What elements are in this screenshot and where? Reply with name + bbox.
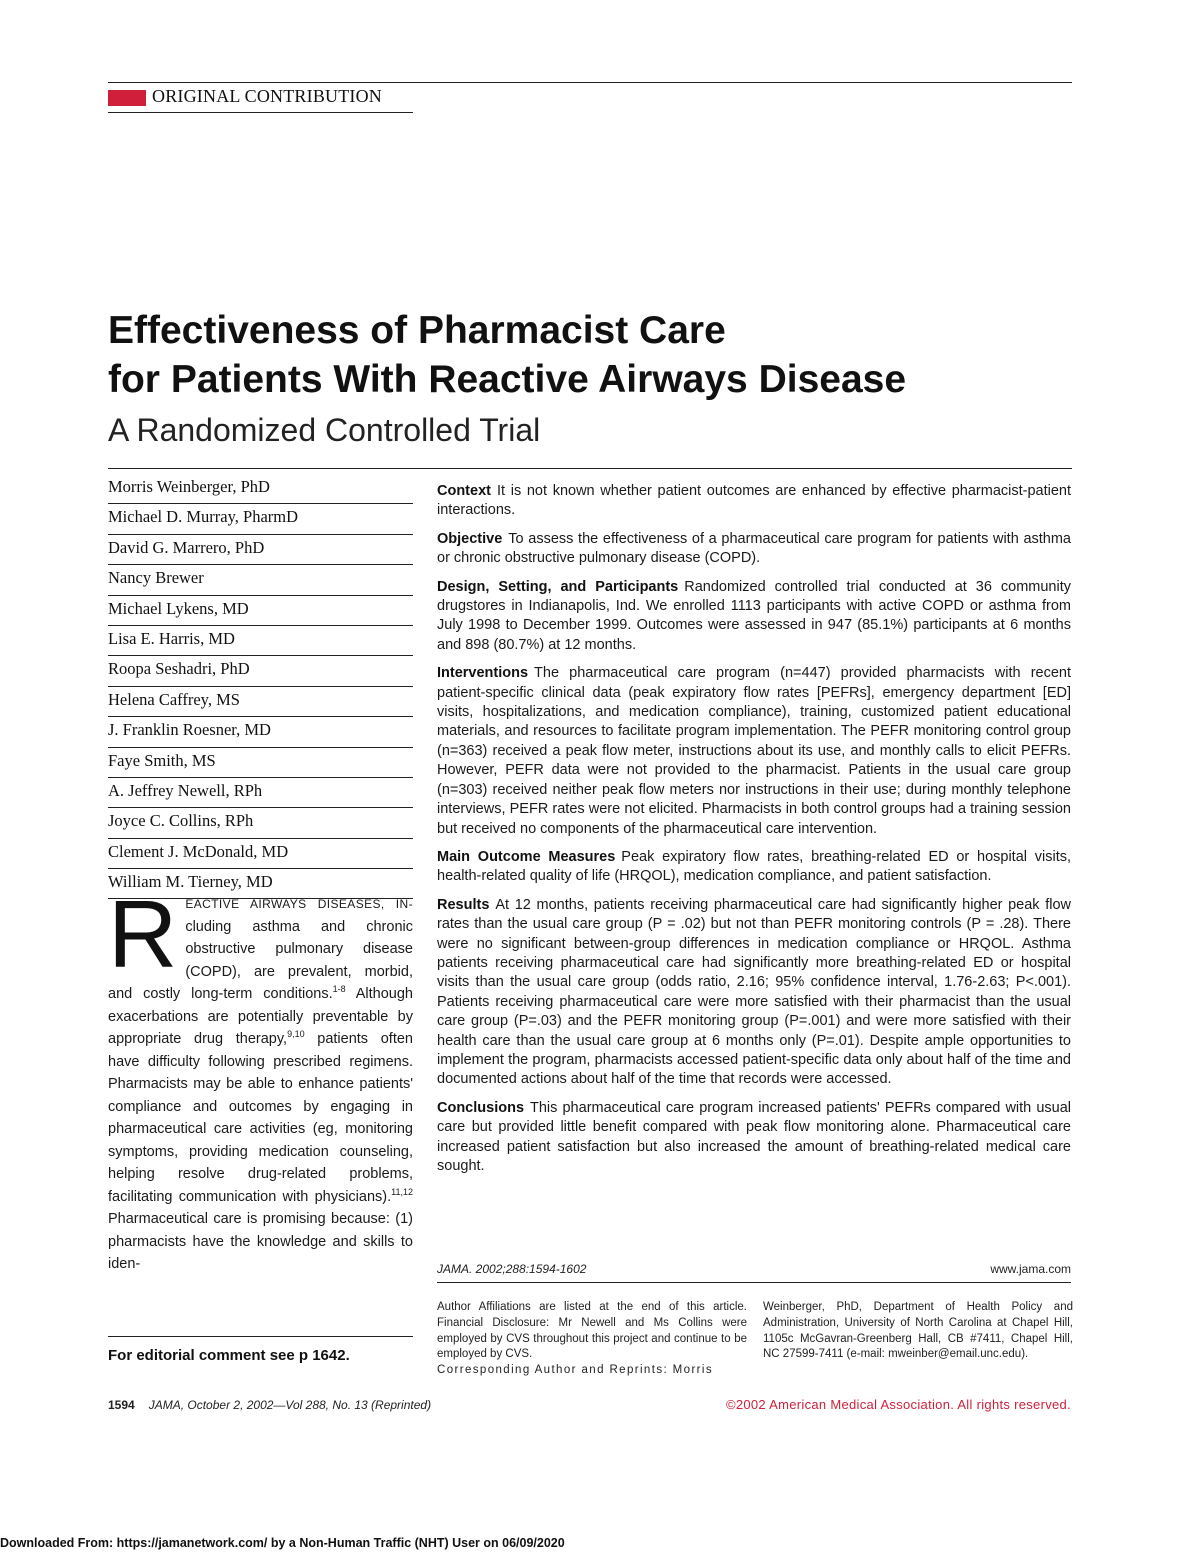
author-item: A. Jeffrey Newell, RPh <box>108 778 413 808</box>
editorial-note: For editorial comment see p 1642. <box>108 1347 350 1364</box>
abstract-heading: Design, Setting, and Participants <box>437 578 679 595</box>
abstract-text: To assess the effectiveness of a pharmaceutical care program for patients with asthma or chronic obstructive pulmonary disease (COPD). <box>437 530 1071 567</box>
editorial-rule <box>108 1336 413 1337</box>
affiliations-right: Weinberger, PhD, Department of Health Policy and Administration, University of North Carolina at Chapel Hill, 1105c McGavran-Greenberg Hall, CB #7411, Chapel Hill, NC 27599-7411 (e-mail: mweinber@email.unc.edu). <box>763 1301 1073 1361</box>
drop-cap: R <box>108 881 178 988</box>
author-item: Michael D. Murray, PharmD <box>108 504 413 534</box>
abstract <box>437 482 1071 1185</box>
author-item: Nancy Brewer <box>108 565 413 595</box>
abstract-context <box>437 482 1071 521</box>
intro-lead: EACTIVE AIRWAYS DISEASES, IN- <box>185 897 413 911</box>
abstract-heading: Interventions <box>437 665 529 682</box>
article-subtitle: A Randomized Controlled Trial <box>108 412 541 448</box>
citation-ref: JAMA. 2002;288:1594-1602 <box>437 1262 587 1276</box>
top-rule <box>108 82 1072 83</box>
author-item: Lisa E. Harris, MD <box>108 626 413 656</box>
citation-rule <box>437 1282 1071 1283</box>
intro-text: patients often have difficulty following prescribed regimens. Pharmacists may be able to enhance patients' compliance and outcomes by engaging in pharmaceutical care activities (eg, monitoring symptoms, providing medication counseling, helping resolve drug-related problems, facilitating communication with physicians). <box>108 1031 413 1205</box>
section-label: ORIGINAL CONTRIBUTION <box>152 86 383 106</box>
title-line-1: Effectiveness of Pharmacist Care <box>108 309 726 352</box>
abstract-text: The pharmaceutical care program (n=447) provided pharmacists with recent patient-specific clinical data (peak expiratory flow rates [PEFRs], emergency department [ED] visits, hospitalizations, and medication compliance), training, customized patient educational materials, and resources to facilitate program implementation. The PEFR monitoring control group (n=363) received a peak flow meter, instructions about its use, and monthly calls to elicit PEFRs. However, PEFR data were not provided to the pharmacist. Patients in the usual care group (n=303) received neither peak flow meters nor instructions in their use; during monthly telephone interviews, PEFR rates were not elicited. Pharmacists in both control groups had a training session but received no components of the pharmaceutical care intervention. <box>437 665 1071 837</box>
abstract-heading: Objective <box>437 530 503 547</box>
abstract-interventions <box>437 664 1071 839</box>
copyright: ©2002 American Medical Association. All rights reserved. <box>725 1397 1071 1412</box>
download-note: Downloaded From: https://jamanetwork.com/ by a Non-Human Traffic (NHT) User on 06/09/2020 <box>0 1536 565 1550</box>
reference-mark: 1-8 <box>332 984 346 995</box>
author-item: Clement J. McDonald, MD <box>108 839 413 869</box>
abstract-objective <box>437 530 1071 569</box>
section-underline <box>108 112 413 113</box>
abstract-conclusions <box>437 1099 1071 1177</box>
affiliations-left <box>437 1300 747 1379</box>
author-list <box>108 474 413 899</box>
title-line-2: for Patients With Reactive Airways Disease <box>108 358 907 401</box>
page-number: 1594 <box>108 1398 135 1412</box>
author-item: Joyce C. Collins, RPh <box>108 808 413 838</box>
author-item: Roopa Seshadri, PhD <box>108 656 413 686</box>
abstract-heading: Results <box>437 896 490 913</box>
intro-text: Pharmaceutical care is promising because: (1) pharmacists have the knowledge and skills to iden- <box>108 1211 413 1272</box>
title-rule <box>108 468 1072 469</box>
author-item: David G. Marrero, PhD <box>108 535 413 565</box>
page-footer <box>108 1398 431 1412</box>
abstract-heading: Conclusions <box>437 1099 525 1116</box>
abstract-results <box>437 896 1071 1090</box>
intro-text: Although exacerbations are potentially preventable by appropriate drug therapy, <box>108 986 413 1047</box>
author-item: Helena Caffrey, MS <box>108 687 413 717</box>
abstract-heading: Context <box>437 483 491 499</box>
journal-info: JAMA, October 2, 2002—Vol 288, No. 13 (Reprinted) <box>148 1398 432 1412</box>
intro-text: cluding asthma and chronic obstructive pulmonary disease (COPD), are prevalent, morbid, and costly long-term conditions. <box>108 918 413 1002</box>
abstract-text: Peak expiratory flow rates, breathing-related ED or hospital visits, health-related quality of life (HRQOL), medication compliance, and patient satisfaction. <box>437 848 1072 885</box>
abstract-text: Randomized controlled trial conducted at 36 community drugstores in Indianapolis, Ind. We enrolled 1113 participants with active COPD or asthma from July 1998 to December 1999. Outcomes were assessed in 947 (85.1%) participants at 6 months and 898 (80.7%) at 12 months. <box>437 578 1071 653</box>
journal-url-link[interactable]: www.jama.com <box>990 1262 1071 1276</box>
author-item: Morris Weinberger, PhD <box>108 474 413 504</box>
abstract-design <box>437 578 1071 656</box>
affiliations-text: Author Affiliations are listed at the end of this article. Financial Disclosure: Mr Newell and Ms Collins were employed by CVS throughout this project and continue to be employed by CVS. <box>437 1301 747 1361</box>
citation-row <box>437 1262 1071 1276</box>
corresponding-label: Corresponding Author and Reprints: Morris <box>437 1364 714 1377</box>
reference-mark: 9,10 <box>287 1029 305 1040</box>
abstract-measures <box>437 848 1071 887</box>
abstract-text: It is not known whether patient outcomes are enhanced by effective pharmacist-patient interactions. <box>437 483 1071 519</box>
author-item: Michael Lykens, MD <box>108 596 413 626</box>
section-accent-bar <box>108 90 146 106</box>
author-item: J. Franklin Roesner, MD <box>108 717 413 747</box>
author-item: Faye Smith, MS <box>108 748 413 778</box>
abstract-heading: Main Outcome Measures <box>437 848 616 865</box>
abstract-text: This pharmaceutical care program increased patients' PEFRs compared with usual care but provided little benefit compared with peak flow monitoring alone. Pharmaceutical care increased patient satisfaction but also increased the amount of breathing-related medical care sought. <box>437 1099 1071 1174</box>
article-title <box>108 306 1088 404</box>
abstract-text: At 12 months, patients receiving pharmaceutical care had significantly higher peak flow rates than the usual care group (P = .02) but not than PEFR monitoring controls (P = .28). There were no significant between-group differences in medication compliance or HRQOL. Asthma patients receiving pharmaceutical care had significantly more breathing-related ED or hospital visits than the usual care group (odds ratio, 2.16; 95% confidence interval, 1.76-2.63; P<.001). Patients receiving pharmaceutical care were more satisfied with their pharmacist than the usual care group (P=.03) and the PEFR monitoring group (P=.001) and were more satisfied with their health care than the usual care group at 6 months only (P=.01). Despite ample opportunities to implement the program, pharmacists accessed patient-specific data only about half of the time and documented actions about half of the time that records were accessed. <box>437 896 1071 1088</box>
author-item: William M. Tierney, MD <box>108 869 413 899</box>
reference-mark: 11,12 <box>391 1186 413 1197</box>
